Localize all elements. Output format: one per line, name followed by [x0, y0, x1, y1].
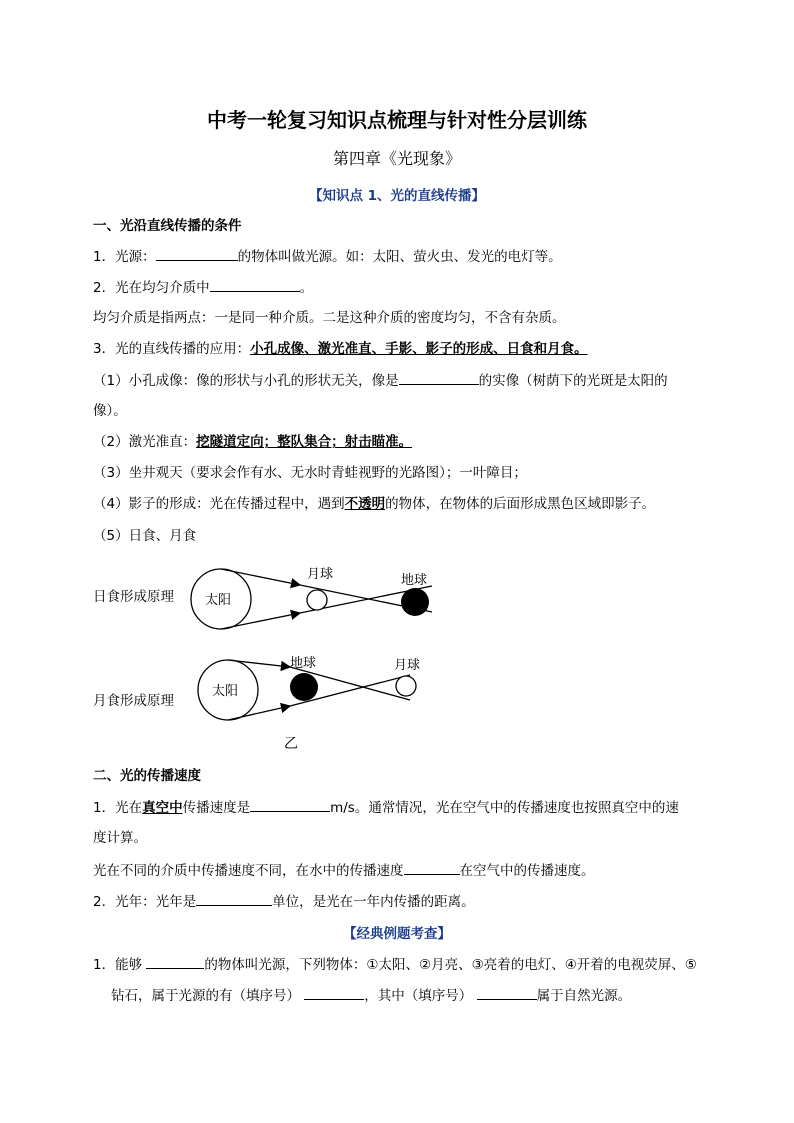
text: 的物体叫做光源。如：太阳、萤火虫、发光的电灯等。	[237, 249, 562, 265]
question-1	[93, 954, 697, 975]
part2-heading: 二、光的传播速度	[93, 768, 201, 784]
text: m/s。通常情况，光在空气中的传播速度也按照真空中的速	[330, 800, 679, 816]
part1-line5-cont: 像）。	[93, 403, 127, 419]
text: （1）小孔成像：像的形状与小孔的形状无关，像是	[93, 373, 399, 389]
section-heading-2: 【经典例题考查】	[343, 926, 451, 942]
text: 钻石，属于光源的有（填序号）	[111, 988, 300, 1004]
text: 属于自然光源。	[536, 988, 632, 1004]
solar-eclipse-diagram	[191, 566, 432, 629]
text: （4）影子的形成：光在传播过程中，遇到	[93, 496, 345, 512]
sun-label: 太阳	[212, 684, 239, 699]
chapter-subtitle: 第四章《光现象》	[332, 149, 461, 168]
part2-line1-cont: 度计算。	[93, 830, 147, 846]
part2-line2	[93, 860, 595, 881]
part2-line1	[93, 797, 679, 818]
blank-field[interactable]	[477, 985, 537, 1000]
blank-field[interactable]	[250, 797, 330, 812]
text: ，其中（填序号）	[364, 988, 473, 1004]
blank-field[interactable]	[146, 954, 204, 969]
text: 2．光年：光年是	[93, 894, 197, 910]
moon-label: 月球	[307, 567, 334, 582]
underlined-answer: 真空中	[142, 800, 183, 816]
text: 1．能够	[93, 957, 143, 973]
text: 的实像（树荫下的光斑是太阳的	[478, 373, 668, 389]
text: 2．光在均匀介质中	[93, 280, 210, 296]
part1-heading: 一、光沿直线传播的条件	[93, 218, 242, 234]
part1-line7: （3）坐井观天（要求会作有水、无水时青蛙视野的光路图）；一叶障目；	[93, 465, 527, 481]
part1-line9: （5）日食、月食	[93, 528, 197, 544]
text: 1．光在	[93, 800, 143, 816]
question-1-cont	[111, 985, 631, 1006]
text: （2）激光准直：	[93, 434, 197, 450]
part2-line3	[93, 891, 475, 912]
text: 的物体叫光源，下列物体：①太阳、②月亮、③亮着的电灯、④开着的电视荧屏、⑤	[204, 957, 697, 973]
moon-label: 月球	[394, 658, 421, 673]
moon-circle	[396, 676, 416, 696]
text: 的物体，在物体的后面形成黑色区域即影子。	[385, 496, 656, 512]
text: 。	[299, 280, 314, 296]
underlined-answer: 小孔成像、激光准直、手影、影子的形成、日食和月食。	[250, 341, 588, 357]
text: 单位，是光在一年内传播的距离。	[272, 894, 475, 910]
figure-caption: 乙	[284, 736, 298, 752]
earth-circle	[290, 673, 318, 701]
lunar-eclipse-label: 月食形成原理	[93, 693, 174, 709]
text: 3．光的直线传播的应用：	[93, 341, 251, 357]
sun-label: 太阳	[205, 593, 232, 608]
part1-line3: 均匀介质是指两点：一是同一种介质。二是这种介质的密度均匀，不含有杂质。	[93, 310, 566, 326]
earth-label: 地球	[290, 656, 317, 671]
blank-field[interactable]	[196, 891, 272, 906]
section-heading-1: 【知识点 1、光的直线传播】	[308, 188, 486, 204]
earth-circle	[401, 588, 429, 616]
text: 1．光源：	[93, 249, 156, 265]
text: 光在不同的介质中传播速度不同，在水中的传播速度	[93, 863, 404, 879]
text: 传播速度是	[182, 800, 251, 816]
lunar-eclipse-diagram	[198, 655, 420, 752]
text: 在空气中的传播速度。	[459, 863, 595, 879]
page-title: 中考一轮复习知识点梳理与针对性分层训练	[207, 108, 587, 132]
underlined-answer: 挖隧道定向；整队集合；射击瞄准。	[196, 434, 413, 450]
solar-eclipse-label: 日食形成原理	[93, 589, 174, 605]
moon-circle	[307, 590, 327, 610]
earth-label: 地球	[401, 573, 428, 588]
blank-field[interactable]	[304, 985, 364, 1000]
blank-field[interactable]	[404, 860, 460, 875]
underlined-answer: 不透明	[344, 496, 386, 512]
